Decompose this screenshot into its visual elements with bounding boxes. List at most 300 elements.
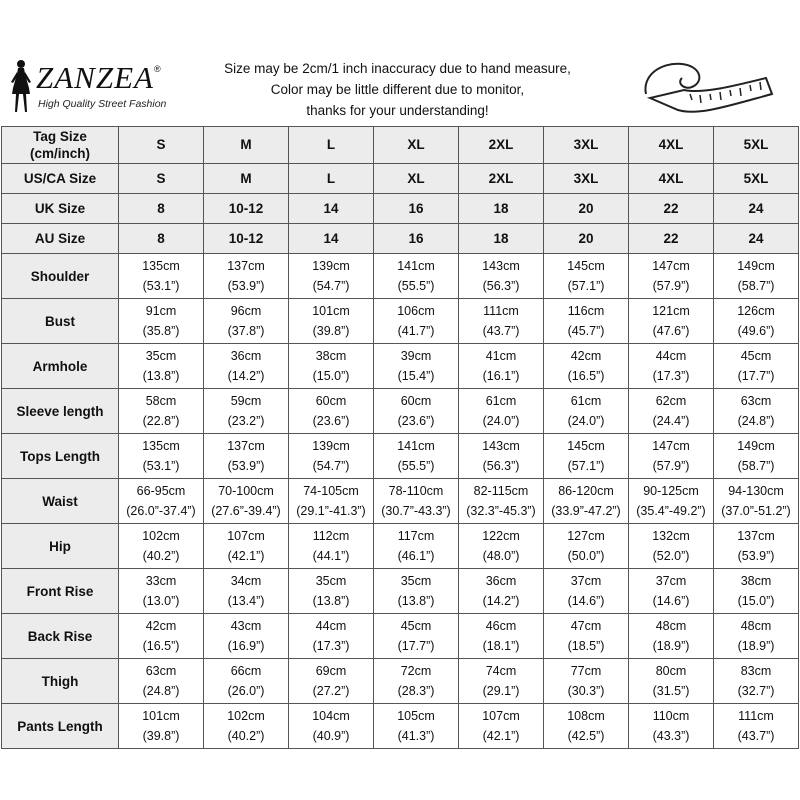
row-label: UK Size [2,194,119,224]
inch-value: (17.7”) [397,639,435,653]
cm-value: 35cm [315,574,347,588]
inch-value: (43.7”) [737,729,775,743]
row-label: Tag Size (cm/inch) [2,127,119,164]
size-cell: 4XL [629,127,714,164]
inch-value: (40.9”) [312,729,350,743]
measurement-cell [544,614,629,659]
inch-value: (55.5”) [397,459,435,473]
inch-value: (13.8”) [312,594,350,608]
measurement-cell [714,344,799,389]
inch-value: (14.2”) [482,594,520,608]
cm-value: 102cm [142,529,180,543]
size-cell: 22 [629,224,714,254]
measurement-cell [119,434,204,479]
inch-value: (54.7”) [312,279,350,293]
cm-value: 94-130cm [728,484,784,498]
cm-value: 48cm [655,619,687,633]
cm-value: 137cm [227,259,265,273]
size-cell: 10-12 [204,224,289,254]
size-chart-table [1,126,799,749]
inch-value: (30.7”-43.3”) [381,504,451,518]
cm-value: 35cm [400,574,432,588]
cm-value: 96cm [230,304,262,318]
measurement-cell [374,704,459,749]
size-cell: M [204,164,289,194]
inch-value: (13.0”) [142,594,180,608]
inch-value: (58.7”) [737,459,775,473]
cm-value: 60cm [315,394,347,408]
cm-value: 101cm [312,304,350,318]
inch-value: (27.2”) [312,684,350,698]
row-label: Bust [2,299,119,344]
cm-value: 37cm [570,574,602,588]
brand-tagline: High Quality Street Fashion [38,98,167,110]
cm-value: 135cm [142,439,180,453]
measurement-cell [629,569,714,614]
cm-value: 104cm [312,709,350,723]
measurement-cell [119,299,204,344]
size-cell: M [204,127,289,164]
inch-value: (57.1”) [567,279,605,293]
size-cell: XL [374,127,459,164]
measurement-cell [289,434,374,479]
cm-value: 74cm [485,664,517,678]
measurement-cell [459,524,544,569]
size-cell: 8 [119,224,204,254]
cm-value: 122cm [482,529,520,543]
cm-value: 35cm [145,349,177,363]
inch-value: (52.0”) [652,549,690,563]
size-chart-header [0,46,800,126]
measurement-cell [204,569,289,614]
cm-value: 63cm [740,394,772,408]
cm-value: 145cm [567,439,605,453]
inch-value: (43.7”) [482,324,520,338]
measurement-cell [374,479,459,524]
inch-value: (14.6”) [567,594,605,608]
measurement-cell [204,389,289,434]
cm-value: 141cm [397,439,435,453]
measurement-cell [714,299,799,344]
inch-value: (15.4”) [397,369,435,383]
inch-value: (43.3”) [652,729,690,743]
size-cell: S [119,127,204,164]
row-label: Hip [2,524,119,569]
inch-value: (45.7”) [567,324,605,338]
measurement-cell [289,299,374,344]
measurement-row [2,614,799,659]
measurement-row [2,344,799,389]
measurement-cell [714,659,799,704]
cm-value: 33cm [145,574,177,588]
size-row [2,164,799,194]
inch-value: (42.1”) [227,549,265,563]
notice-line: Color may be little different due to monitor, [270,82,525,97]
measurement-cell [714,614,799,659]
cm-value: 38cm [740,574,772,588]
measurement-cell [204,704,289,749]
inch-value: (13.4”) [227,594,265,608]
brand-name: ZANZEA [36,60,154,95]
measurement-cell [289,704,374,749]
cm-value: 126cm [737,304,775,318]
measurement-cell [119,254,204,299]
inch-value: (14.6”) [652,594,690,608]
size-cell: 3XL [544,164,629,194]
brand-logo [4,58,204,118]
inch-value: (44.1”) [312,549,350,563]
measurement-cell [544,704,629,749]
cm-value: 107cm [227,529,265,543]
measurement-cell [119,524,204,569]
inch-value: (49.6”) [737,324,775,338]
size-cell: 4XL [629,164,714,194]
cm-value: 145cm [567,259,605,273]
inch-value: (30.3”) [567,684,605,698]
inch-value: (18.5”) [567,639,605,653]
cm-value: 82-115cm [473,484,529,498]
cm-value: 60cm [400,394,432,408]
row-label: US/CA Size [2,164,119,194]
measurement-row [2,254,799,299]
row-label: Front Rise [2,569,119,614]
inch-value: (53.1”) [142,279,180,293]
cm-value: 90-125cm [643,484,699,498]
inch-value: (14.2”) [227,369,265,383]
inch-value: (24.0”) [482,414,520,428]
cm-value: 135cm [142,259,180,273]
cm-value: 36cm [485,574,517,588]
inch-value: (50.0”) [567,549,605,563]
inch-value: (27.6”-39.4”) [211,504,281,518]
cm-value: 105cm [397,709,435,723]
inch-value: (16.5”) [142,639,180,653]
row-label: Shoulder [2,254,119,299]
inch-value: (53.1”) [142,459,180,473]
inch-value: (23.2”) [227,414,265,428]
measurement-cell [714,479,799,524]
measurement-cell [459,299,544,344]
measurement-cell [459,614,544,659]
measurement-cell [374,659,459,704]
size-cell: L [289,164,374,194]
measurement-cell [544,659,629,704]
row-label: AU Size [2,224,119,254]
measurement-cell [459,659,544,704]
measurement-cell [374,299,459,344]
measurement-cell [544,344,629,389]
size-cell: 5XL [714,164,799,194]
measurement-cell [289,479,374,524]
measurement-cell [459,704,544,749]
measurement-cell [204,524,289,569]
measurement-cell [289,614,374,659]
size-cell: 16 [374,224,459,254]
size-cell: S [119,164,204,194]
measurement-cell [374,614,459,659]
notice-line: thanks for your understanding! [306,103,489,118]
row-label: Tops Length [2,434,119,479]
size-cell: 8 [119,194,204,224]
cm-value: 45cm [400,619,432,633]
row-label: Thigh [2,659,119,704]
size-row [2,127,799,164]
cm-value: 39cm [400,349,432,363]
measurement-cell [204,344,289,389]
inch-value: (39.8”) [142,729,180,743]
cm-value: 44cm [315,619,347,633]
size-cell: 20 [544,194,629,224]
cm-value: 143cm [482,439,520,453]
woman-silhouette-icon [6,58,36,116]
inch-value: (13.8”) [142,369,180,383]
cm-value: 137cm [227,439,265,453]
inch-value: (29.1”-41.3”) [296,504,366,518]
measurement-cell [374,569,459,614]
inch-value: (54.7”) [312,459,350,473]
measurement-cell [459,479,544,524]
cm-value: 141cm [397,259,435,273]
size-cell: 2XL [459,164,544,194]
measurement-cell [459,254,544,299]
inch-value: (26.0”-37.4”) [126,504,196,518]
measurement-cell [629,479,714,524]
cm-value: 37cm [655,574,687,588]
inch-value: (41.7”) [397,324,435,338]
measurement-cell [714,434,799,479]
cm-value: 59cm [230,394,262,408]
cm-value: 63cm [145,664,177,678]
cm-value: 38cm [315,349,347,363]
cm-value: 110cm [652,709,690,723]
inch-value: (39.8”) [312,324,350,338]
cm-value: 117cm [397,529,435,543]
measurement-cell [119,704,204,749]
measurement-cell [714,569,799,614]
inch-value: (29.1”) [482,684,520,698]
cm-value: 41cm [485,349,517,363]
inch-value: (53.9”) [227,459,265,473]
cm-value: 44cm [655,349,687,363]
inch-value: (28.3”) [397,684,435,698]
measurement-cell [629,344,714,389]
measurement-row [2,569,799,614]
measurement-notice [205,58,590,121]
row-label: Back Rise [2,614,119,659]
inch-value: (57.1”) [567,459,605,473]
measurement-cell [119,659,204,704]
measurement-cell [204,434,289,479]
measurement-row [2,659,799,704]
inch-value: (53.9”) [737,549,775,563]
measurement-cell [629,614,714,659]
inch-value: (40.2”) [142,549,180,563]
inch-value: (37.8”) [227,324,265,338]
inch-value: (24.0”) [567,414,605,428]
measurement-cell [119,344,204,389]
measurement-cell [544,389,629,434]
measurement-cell [459,344,544,389]
inch-value: (56.3”) [482,279,520,293]
measurement-cell [544,299,629,344]
inch-value: (55.5”) [397,279,435,293]
measurement-cell [629,389,714,434]
cm-value: 72cm [400,664,432,678]
measurement-row [2,704,799,749]
measurement-cell [544,254,629,299]
measurement-cell [374,254,459,299]
measurement-cell [374,524,459,569]
size-cell: 5XL [714,127,799,164]
cm-value: 149cm [737,439,775,453]
cm-value: 127cm [567,529,605,543]
size-cell: 14 [289,224,374,254]
inch-value: (31.5”) [652,684,690,698]
inch-value: (47.6”) [652,324,690,338]
cm-value: 58cm [145,394,177,408]
measurement-cell [289,524,374,569]
cm-value: 139cm [312,439,350,453]
cm-value: 86-120cm [558,484,614,498]
cm-value: 36cm [230,349,262,363]
cm-value: 47cm [570,619,602,633]
measurement-cell [289,389,374,434]
cm-value: 102cm [227,709,265,723]
size-cell: 10-12 [204,194,289,224]
cm-value: 62cm [655,394,687,408]
inch-value: (15.0”) [312,369,350,383]
cm-value: 121cm [652,304,690,318]
size-cell: 18 [459,224,544,254]
cm-value: 77cm [570,664,602,678]
measurement-row [2,389,799,434]
cm-value: 48cm [740,619,772,633]
measurement-cell [289,659,374,704]
cm-value: 143cm [482,259,520,273]
size-cell: 20 [544,224,629,254]
cm-value: 45cm [740,349,772,363]
inch-value: (57.9”) [652,279,690,293]
inch-value: (22.8”) [142,414,180,428]
cm-value: 147cm [652,439,690,453]
measurement-cell [119,479,204,524]
cm-value: 43cm [230,619,262,633]
cm-value: 139cm [312,259,350,273]
inch-value: (41.3”) [397,729,435,743]
cm-value: 42cm [145,619,177,633]
cm-value: 61cm [485,394,517,408]
measurement-cell [459,389,544,434]
size-cell: 14 [289,194,374,224]
inch-value: (18.9”) [652,639,690,653]
size-cell: 18 [459,194,544,224]
measurement-cell [204,659,289,704]
row-label: Sleeve length [2,389,119,434]
inch-value: (17.3”) [312,639,350,653]
size-cell: 2XL [459,127,544,164]
measurement-cell [544,479,629,524]
cm-value: 91cm [145,304,177,318]
measurement-cell [544,434,629,479]
cm-value: 66cm [230,664,262,678]
inch-value: (26.0”) [227,684,265,698]
measurement-cell [204,479,289,524]
inch-value: (23.6”) [397,414,435,428]
measurement-cell [204,254,289,299]
cm-value: 149cm [737,259,775,273]
cm-value: 111cm [483,304,519,318]
cm-value: 137cm [737,529,775,543]
inch-value: (48.0”) [482,549,520,563]
measurement-cell [374,434,459,479]
measurement-row [2,479,799,524]
notice-line: Size may be 2cm/1 inch inaccuracy due to hand measure, [224,61,571,76]
cm-value: 147cm [652,259,690,273]
size-cell: XL [374,164,459,194]
cm-value: 61cm [570,394,602,408]
row-label: Pants Length [2,704,119,749]
size-cell: 3XL [544,127,629,164]
measurement-cell [204,614,289,659]
cm-value: 80cm [655,664,687,678]
cm-value: 112cm [312,529,350,543]
inch-value: (17.3”) [652,369,690,383]
cm-value: 108cm [567,709,605,723]
cm-value: 132cm [652,529,690,543]
inch-value: (35.4”-49.2”) [636,504,706,518]
measurement-cell [289,569,374,614]
measurement-cell [374,344,459,389]
measurement-cell [544,569,629,614]
measurement-cell [119,614,204,659]
size-cell: 16 [374,194,459,224]
measurement-cell [119,389,204,434]
cm-value: 66-95cm [136,484,186,498]
inch-value: (17.7”) [737,369,775,383]
measurement-row [2,524,799,569]
row-label: Waist [2,479,119,524]
cm-value: 107cm [482,709,520,723]
cm-value: 101cm [142,709,180,723]
measurement-cell [629,659,714,704]
inch-value: (37.0”-51.2”) [721,504,791,518]
inch-value: (23.6”) [312,414,350,428]
measurement-cell [374,389,459,434]
inch-value: (53.9”) [227,279,265,293]
inch-value: (18.9”) [737,639,775,653]
cm-value: 42cm [570,349,602,363]
measurement-cell [714,254,799,299]
measurement-cell [714,524,799,569]
inch-value: (16.5”) [567,369,605,383]
cm-value: 46cm [485,619,517,633]
measurement-cell [714,389,799,434]
measurement-cell [119,569,204,614]
row-label: Armhole [2,344,119,389]
measurement-cell [714,704,799,749]
inch-value: (35.8”) [142,324,180,338]
inch-value: (16.1”) [482,369,520,383]
measurement-row [2,434,799,479]
cm-value: 69cm [315,664,347,678]
size-row [2,194,799,224]
measuring-tape-icon [638,54,780,118]
inch-value: (13.8”) [397,594,435,608]
cm-value: 70-100cm [218,484,274,498]
measurement-cell [289,344,374,389]
inch-value: (56.3”) [482,459,520,473]
cm-value: 74-105cm [303,484,359,498]
